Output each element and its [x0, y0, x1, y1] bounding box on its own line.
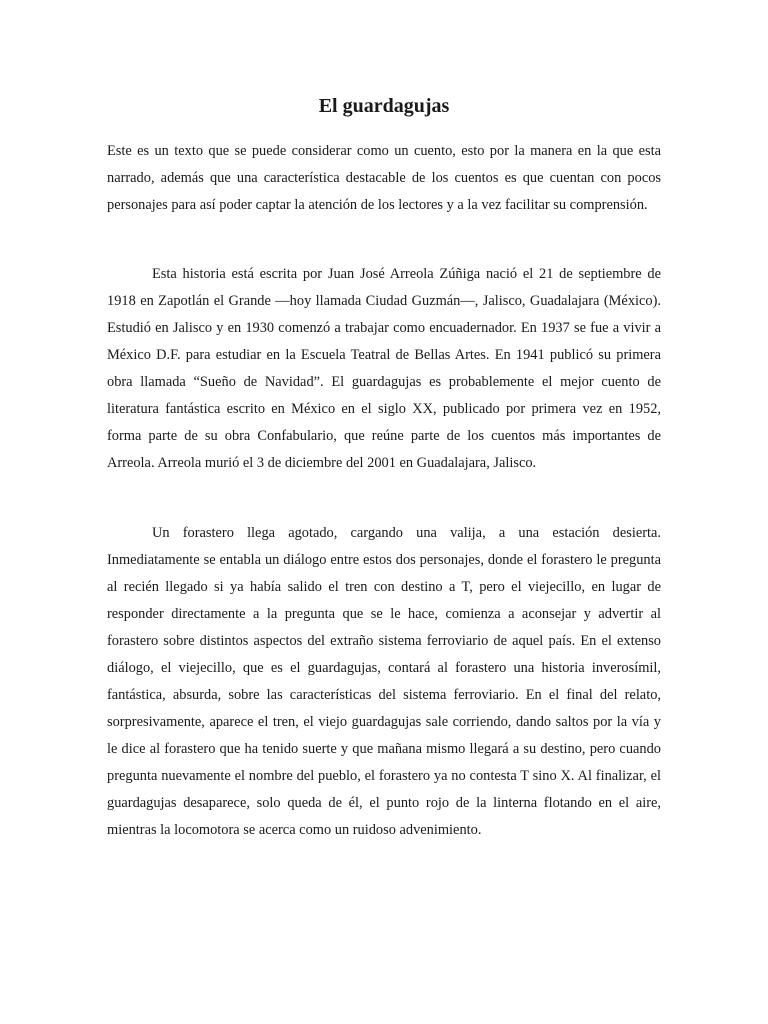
- paragraph-author: Esta historia está escrita por Juan José Arreola Zúñiga nació el 21 de septiembre de 1918 en Zapotlán el Grande —hoy llamada Ciudad Guzmán—, Jalisco, Guadalajara (México). Estudió en Jalisco y en 1930 comenzó a trabajar como encuadernador. En 1937 se fue a vivir a México D.F. para estudiar en la Escuela Teatral de Bellas Artes. En 1941 publicó su primera obra llamada “Sueño de Navidad”. El guardagujas es probablemente el mejor cuento de literatura fantástica escrito en México en el siglo XX, publicado por primera vez en 1952, forma parte de su obra Confabulario, que reúne parte de los cuentos más importantes de Arreola. Arreola murió el 3 de diciembre del 2001 en Guadalajara, Jalisco.: [107, 266, 661, 471]
- paragraph-summary: Un forastero llega agotado, cargando una valija, a una estación desierta. Inmediatamente se entabla un diálogo entre estos dos personajes, donde el forastero le pregunta al recién llegado si ya había salido el tren con destino a T, pero el viejecillo, en lugar de responder directamente a la pregunta que se le hace, comienza a aconsejar y advertir al forastero sobre distintos aspectos del extraño sistema ferroviario de aquel país. En el extenso diálogo, el viejecillo, que es el guardagujas, contará al forastero una historia inverosímil, fantástica, absurda, sobre las características del sistema ferroviario. En el final del relato, sorpresivamente, aparece el tren, el viejo guardagujas sale corriendo, dando saltos por la vía y le dice al forastero que ha tenido suerte y que mañana mismo llegará a su destino, pero cuando pregunta nuevamente el nombre del pueblo, el forastero ya no contesta T sino X. Al finalizar, el guardagujas desaparece, solo queda de él, el punto rojo de la linterna flotando en el aire, mientras la locomotora se acerca como un ruidoso advenimiento.: [107, 525, 661, 838]
- paragraph-intro: Este es un texto que se puede considerar como un cuento, esto por la manera en la que esta narrado, además que una característica destacable de los cuentos es que cuentan con pocos personajes para así poder captar la atención de los lectores y a la vez facilitar su comprensión.: [107, 143, 661, 213]
- document-title: El guardagujas: [318, 95, 450, 117]
